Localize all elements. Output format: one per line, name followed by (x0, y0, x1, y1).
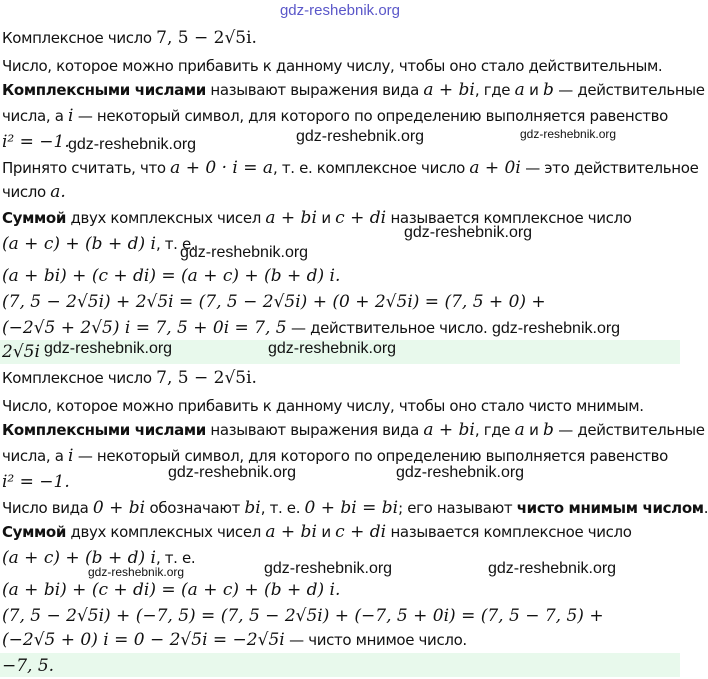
p2-line-10: (a + bi) + (c + di) = (a + c) + (b + d) i. (2, 580, 341, 600)
p2-line-9: (a + c) + (b + d) i, т. е. (2, 548, 196, 568)
p2-line-8: Суммой двух комплексных чисел a + bi и c + di называется комплексное число (2, 522, 632, 542)
watermark: gdz-reshebnik.org (296, 128, 425, 145)
p2-line-3: Комплексными числами называют выражения вида a + bi, где a и b — действительные (2, 420, 705, 440)
watermark: gdz-reshebnik.org (404, 224, 533, 241)
p1-line-12: (−2√5 + 2√5) i = 7, 5 + 0i = 7, 5 — действительное число. (2, 318, 488, 338)
watermark: gdz-reshebnik.org (396, 464, 525, 481)
p1-line-10: (a + bi) + (c + di) = (a + c) + (b + d) i. (2, 266, 341, 286)
watermark: gdz-reshebnik.org (488, 560, 617, 577)
p1-line-11: (7, 5 − 2√5i) + 2√5i = (7, 5 − 2√5i) + (0 + 2√5i) = (7, 5 + 0) + (2, 292, 546, 312)
p1-line-1: Комплексное число 7, 5 − 2√5i. (2, 28, 257, 48)
p1-number: 7, 5 − 2√5i. (156, 28, 257, 48)
watermark: gdz-reshebnik.org (520, 127, 617, 141)
p2-line-4: числа, а i — некоторый символ, для которого по определению выполняется равенство (2, 446, 668, 466)
p1-line-3: Комплексными числами называют выражения вида a + bi, где a и b — действительные (2, 80, 705, 100)
p1-line-7: число a. (2, 182, 66, 202)
p2-answer: −7, 5. (2, 656, 55, 676)
p1-line-8: Суммой двух комплексных чисел a + bi и c + di называется комплексное число (2, 208, 632, 228)
p2-line-12: (−2√5 + 0) i = 0 − 2√5i = −2√5i — чисто мнимое число. (2, 630, 467, 650)
watermark: gdz-reshebnik.org (268, 340, 397, 357)
p1-line-2: Число, которое можно прибавить к данному числу, чтобы оно стало действительным. (2, 57, 663, 75)
p2-number: 7, 5 − 2√5i. (156, 368, 257, 388)
watermark: gdz-reshebnik.org (168, 464, 297, 481)
watermark: gdz-reshebnik.org (88, 565, 185, 579)
p2-line-5: i² = −1. (2, 472, 70, 492)
p1-answer: 2√5i (2, 342, 40, 362)
p2-line-11: (7, 5 − 2√5i) + (−7, 5) = (7, 5 − 2√5i) + (−7, 5 + 0i) = (7, 5 − 7, 5) + (2, 606, 604, 626)
watermark: gdz-reshebnik.org (44, 340, 173, 357)
watermark: gdz-reshebnik.org (180, 244, 309, 261)
p1-line-6: Принято считать, что a + 0 · i = a, т. е. комплексное число a + 0i — это действительное (2, 158, 699, 178)
watermark: gdz-reshebnik.org (264, 560, 393, 577)
p2-line-1: Комплексное число 7, 5 − 2√5i. (2, 368, 257, 388)
watermark: gdz-reshebnik.org (68, 136, 197, 153)
site-header[interactable]: gdz-reshebnik.org (279, 2, 401, 19)
p2-line-2: Число, которое можно прибавить к данному числу, чтобы оно стало чисто мнимым. (2, 397, 644, 415)
p2-line-6: Число вида 0 + bi обозначают bi, т. е. 0 + bi = bi; его называют чисто мнимым числом. (2, 498, 708, 518)
p1-line-5: i² = −1. (2, 132, 70, 152)
watermark: gdz-reshebnik.org (492, 320, 621, 337)
p1-line-9: (a + c) + (b + d) i, т. е. (2, 234, 196, 254)
p1-line-4: числа, а i — некоторый символ, для которого по определению выполняется равенство (2, 106, 668, 126)
